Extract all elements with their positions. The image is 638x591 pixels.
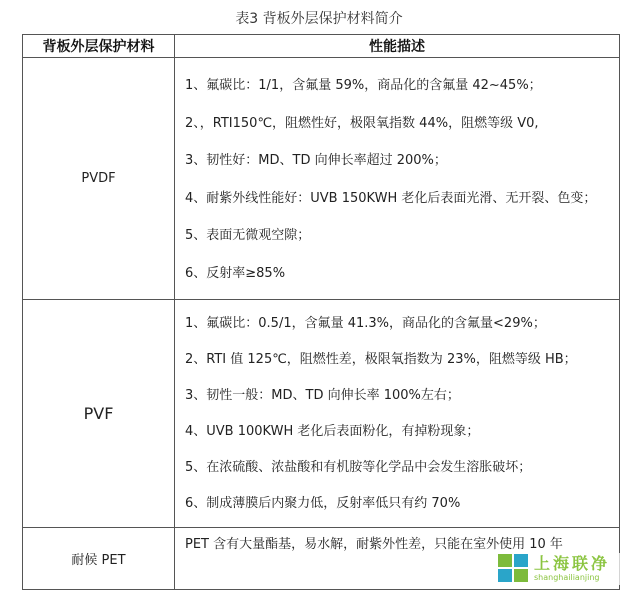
description-line: 4、UVB 100KWH 老化后表面粉化，有掉粉现象； — [185, 424, 480, 439]
description-line: 6、反射率≥85% — [185, 265, 286, 281]
table-caption: 表3 背板外层保护材料简介 — [235, 11, 403, 27]
table-row — [23, 58, 620, 300]
material-cell-pet: 耐候 PET — [23, 528, 175, 590]
table-row — [23, 300, 620, 528]
material-cell-pvf: PVF — [23, 300, 175, 528]
description-line: PET 含有大量酯基，易水解，耐紫外性差，只能在室外使用 10 年 — [185, 537, 563, 552]
description-line: 2、RTI 值 125℃，阻燃性差，极限氧指数为 23%，阻燃等级 HB； — [185, 352, 577, 367]
description-line: 4、耐紫外线性能好：UVB 150KWH 老化后表面光滑、无开裂、色变； — [185, 190, 597, 206]
header-material: 背板外层保护材料 — [23, 35, 175, 58]
description-line: 3、韧性好：MD、TD 向伸长率超过 200%； — [185, 153, 447, 168]
description-line: 2、，RTI150℃，阻燃性好，极限氧指数 44%，阻燃等级 V0, — [185, 115, 539, 131]
watermark — [498, 553, 636, 585]
watermark-text-en: shanghailianjing — [534, 573, 600, 582]
description-cell-pvdf — [175, 58, 620, 300]
description-line: 5、在浓硫酸、浓盐酸和有机胺等化学品中会发生溶胀破坏； — [185, 460, 532, 475]
description-line: 6、制成薄膜后内聚力低，反射率低只有约 70% — [185, 496, 461, 511]
description-line: 1、氟碳比：1/1，含氟量 59%，商品化的含氟量 42~45%； — [185, 78, 542, 93]
description-cell-pvf — [175, 300, 620, 528]
watermark-text — [534, 556, 610, 582]
watermark-text-cn: 上海联净 — [534, 554, 611, 573]
header-description: 性能描述 — [175, 35, 620, 58]
material-cell-pvdf: PVDF — [23, 58, 175, 300]
table-header-row — [23, 35, 620, 58]
material-spec-table — [22, 34, 620, 590]
description-line: 5、表面无微观空隙； — [185, 228, 311, 243]
description-line: 1、氟碳比：0.5/1，含氟量 41.3%，商品化的含氟量<29%； — [185, 316, 546, 331]
description-line: 3、韧性一般：MD、TD 向伸长率 100%左右； — [185, 388, 460, 403]
upt-logo-icon — [498, 554, 530, 584]
